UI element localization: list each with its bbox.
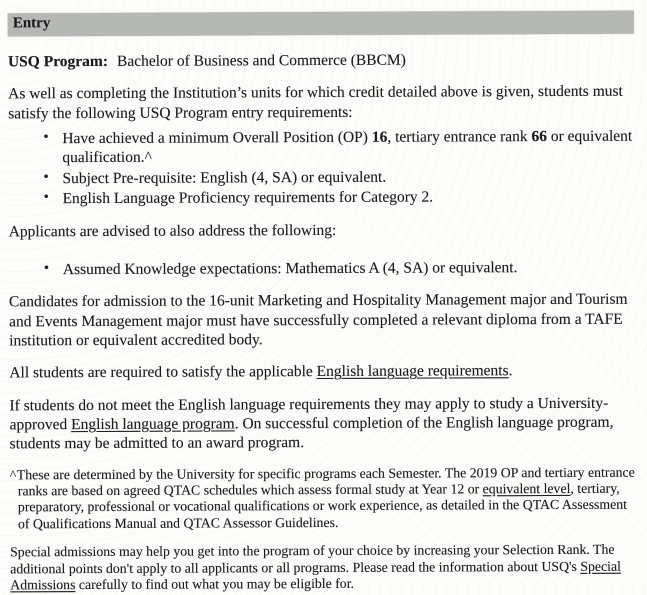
op-requirement-text: Have achieved a minimum Overall Position (OP) xyxy=(62,128,372,148)
footnote-paragraph xyxy=(10,464,638,532)
candidates-paragraph: Candidates for admission to the 16-unit Marketing and Hospitality Management major and Tourism and Events Management major must have successfully completed a relevant diploma from a TAFE institution or equivalent accredited body. xyxy=(8,290,628,350)
section-header-bar xyxy=(8,11,634,36)
applicants-note: Applicants are advised to also address the following: xyxy=(8,222,337,241)
entry-requirements-list xyxy=(8,127,636,209)
special-admissions-pre: Special admissions may help you get into the program of your choice by increasing your Selection Rank. The additional points don't apply to all applicants or all programs. Please read the information about USQ's xyxy=(10,541,615,577)
list-item-english-proficiency: • English Language Proficiency requirements for Category 2. xyxy=(42,187,637,209)
op-requirement-mid: , tertiary entrance rank xyxy=(387,127,532,146)
program-line xyxy=(8,49,636,71)
english-requirements-paragraph xyxy=(9,361,637,383)
english-program-paragraph xyxy=(9,393,637,454)
link-equivalent-level[interactable]: equivalent level xyxy=(482,480,571,497)
list-item-assumed-knowledge: • Assumed Knowledge expectations: Mathematics A (4, SA) or equivalent. xyxy=(42,257,637,279)
link-english-language-program[interactable]: English language program xyxy=(71,415,235,434)
footnote-marker: ^ xyxy=(144,148,153,167)
special-admissions-paragraph xyxy=(10,541,638,594)
english-program-post: . On successful completion of the English language program, students may be admitted to an award program. xyxy=(9,413,614,453)
list-item-subject-prerequisite: • Subject Pre-requisite: English (4, SA) or equivalent. xyxy=(41,166,636,188)
assumed-knowledge-list xyxy=(9,257,637,279)
footnote-post: , tertiary, preparatory, professional or vocational qualifications or work experience, as detailed in the QTAC Assessment of Qualifications Manual and QTAC Assessor Guidelines. xyxy=(17,480,628,531)
footnote-pre: These are determined by the University for specific programs each Semester. The 2019 OP and tertiary entrance ranks are based on agreed QTAC schedules which assess formal study at Year 12 or xyxy=(16,464,635,499)
program-value: Bachelor of Business and Commerce (BBCM) xyxy=(116,51,406,70)
english-program-pre: If students do not meet the English language requirements they may apply to study a University-approved xyxy=(9,394,609,434)
entrance-rank-value: 66 xyxy=(531,127,548,145)
footnote-caret: ^ xyxy=(9,467,17,483)
english-requirements-pre: All students are required to satisfy the applicable xyxy=(9,363,317,382)
program-label: USQ Program: xyxy=(7,52,109,71)
list-item-op-requirement xyxy=(41,127,636,168)
english-requirements-post: . xyxy=(508,362,513,380)
intro-paragraph: As well as completing the Institution’s units for which credit detailed above is given, students must satisfy the following USQ Program entry requirements: xyxy=(8,82,623,122)
section-title: Entry xyxy=(12,15,51,32)
special-admissions-post: carefully to find out what you may be eligible for. xyxy=(75,576,355,593)
link-special-admissions[interactable]: Special Admissions xyxy=(10,558,621,593)
op-requirement-post: or equivalent qualification. xyxy=(62,127,633,167)
op-score-value: 16 xyxy=(371,128,388,146)
link-english-language-requirements[interactable]: English language requirements xyxy=(316,362,509,381)
